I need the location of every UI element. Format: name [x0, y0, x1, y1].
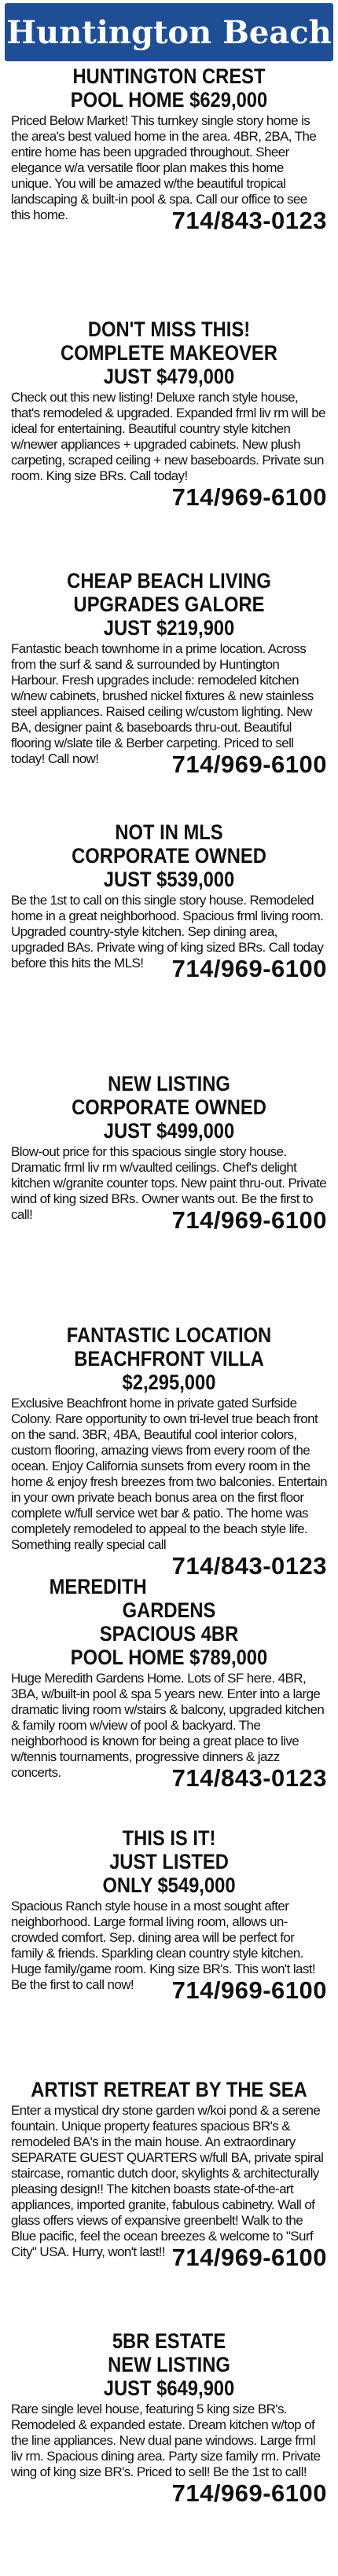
listing-ad [11, 1822, 327, 2073]
listing-description: Enter a mystical dry stone garden w/koi pond & a serene fountain. Unique property features spacious BR's & remodeled BA's in the main house. An extraordinary SEPARATE GUEST QUARTERS w/full BA, private spiral staircase, romantic dutch door, skylights & architecturally pleasing design!! The kitchen boasts state-of-the-art appliances, imported granite, fabulous cabinetry. Wall of glass offers views of expansive greenbelt! Walk to the Blue pacific, feel the ocean breezes & welcome to "Surf City" USA. Hurry, won't last!! [11, 2103, 324, 2259]
listing-ad [11, 2325, 327, 2576]
listing-phone: 714/843-0123 [171, 1764, 327, 1792]
listing-headline: NEW LISTING [108, 2353, 230, 2376]
listing-price: JUST $499,000 [103, 1119, 235, 1143]
listing-description: Blow-out price for this spacious single story house. Dramatic frml liv rm w/vaulted ceilings. Chef's delight kitchen w/granite counter tops. New paint thru-out. Private wind of king sized BRs. Owner wants out. Be the first to call! [11, 1144, 327, 1222]
listing-price: JUST $479,000 [103, 365, 235, 388]
listing-body [11, 390, 327, 511]
listing-headline: HUNTINGTON CREST [72, 64, 266, 88]
listing-body [11, 893, 327, 982]
listing-price: ONLY $549,000 [102, 1873, 236, 1897]
listing-phone: 714/969-6100 [171, 2479, 327, 2507]
listing-body [11, 641, 327, 778]
listing-price: POOL HOME $789,000 [70, 1646, 268, 1669]
listing-description: Check out this new listing! Deluxe ranch style house, that's remodeled & upgraded. Expanded frml liv rm will be ideal for entertaining. Beautiful country style kitchen w/newer appliances + upgraded cabinets. New plush carpeting, scraped ceiling + new baseboards. Private sun room. King size BRs. Call today! [11, 390, 325, 483]
listing-description: Fantastic beach townhome in a prime location. Across from the surf & sand & surrounded by Huntington Harbour. Fresh upgrades include: remodeled kitchen w/new cabinets, brushed nickel fixtures & new stainless steel appliances. Raised ceiling w/custom lighting. New BA, designer paint & baseboards thru-out. Beautiful flooring w/slate tile & Berber carpeting. Priced to sell today! Call now! [11, 641, 314, 766]
listing-headline: CORPORATE OWNED [72, 1095, 266, 1119]
listing-headline: JUST LISTED [109, 1850, 229, 1873]
listing-description: Priced Below Market! This turnkey single story home is the area's best valued home in the area. 4BR, 2BA, The entire home has been upgraded throughout. Sheer elegance w/a versatile floor plan makes this home unique. You will be amazed w/the beautiful tropical landscaping & built-in pool & spa. Call our office to see this home. [11, 113, 317, 222]
listing-headline: CHEAP BEACH LIVING [67, 569, 271, 593]
listing-price: JUST $219,900 [103, 616, 235, 640]
listing-headline: THIS IS IT! [122, 1826, 216, 1850]
listing-ad [11, 61, 327, 313]
listing-phone: 714/969-6100 [171, 955, 327, 982]
listing-body [11, 1144, 327, 1234]
listing-price: $2,295,000 [122, 1371, 216, 1394]
listing-ad [11, 313, 327, 564]
listing-phone: 714/843-0123 [171, 207, 327, 234]
listing-phone: 714/969-6100 [171, 750, 327, 778]
listing-body [11, 2103, 327, 2271]
listing-price: JUST $649,900 [103, 2376, 235, 2400]
listing-description: Spacious Ranch style house in a most sought after neighborhood. Large formal living room, allows un-crowded comfort. Sep. dining area will be perfect for family & friends. Sparkling clean country style kitchen. Huge family/game room. King size BR's. This won't last! Be the first to call now! [11, 1899, 316, 1992]
listing-phone: 714/969-6100 [171, 483, 327, 511]
listing-body [11, 1396, 328, 1580]
listing-description: Rare single level house, featuring 5 king size BR's. Remodeled & expanded estate. Dream kitchen w/top of the line appliances. New dual pane windows. Large frml liv rm. Spacious dining area. Party size family rm. Private wing of king size BR's. Priced to sell! Be the 1st to call! [11, 2402, 321, 2479]
listing-headline: NEW LISTING [108, 1072, 230, 1095]
classified-page [0, 3, 338, 2507]
listing-phone: 714/969-6100 [171, 1206, 327, 1234]
listing-ad [11, 1067, 327, 1319]
listing-ad [11, 564, 327, 816]
listing-ad [11, 2073, 327, 2325]
listing-description: Be the 1st to call on this single story house. Remodeled home in a great neighborhood. Spacious frml living room. Upgraded country-style kitchen. Sep dining area, upgraded BAs. Private wing of king sized BRs. Call today before this hits the MLS! [11, 893, 324, 971]
listing-headline: SPACIOUS 4BR [99, 1622, 239, 1646]
listing-body [11, 1899, 327, 2004]
listing-headline: BEACHFRONT VILLA [74, 1347, 264, 1371]
listing-price: JUST $539,000 [103, 868, 235, 891]
listing-headline: MEREDITH GARDENS [49, 1575, 216, 1622]
listing-headline: ARTIST RETREAT BY THE SEA [31, 2078, 307, 2101]
listing-ad [11, 1319, 328, 1580]
listing-headline: POOL HOME $629,000 [70, 88, 268, 112]
listing-phone: 714/843-0123 [171, 1552, 327, 1580]
listing-headline: NOT IN MLS [115, 820, 223, 844]
listings-column [0, 61, 338, 2576]
page-title: Huntington Beach [6, 13, 332, 51]
listing-headline: DON'T MISS THIS! [87, 317, 251, 341]
listing-headline: COMPLETE MAKEOVER [61, 341, 277, 365]
listing-headline: FANTASTIC LOCATION [66, 1323, 272, 1347]
listing-body [11, 1671, 327, 1792]
listing-body [11, 2402, 327, 2507]
listing-phone: 714/969-6100 [171, 2244, 327, 2271]
page-header [5, 3, 333, 61]
listing-body [11, 113, 327, 234]
listing-description: Huge Meredith Gardens Home. Lots of SF here. 4BR, 3BA, w/built-in pool & spa 5 years new. Enter into a large dramatic living room w/stairs & balcony, upgraded kitchen & family room w/view of pool & backyard. The neighborhood is known for being a great place to live w/tennis tournaments, progressive dinners & jazz concerts. [11, 1671, 325, 1780]
listing-ad [11, 1570, 327, 1822]
listing-headline: UPGRADES GALORE [73, 593, 265, 616]
listing-description: Exclusive Beachfront home in private gated Surfside Colony. Rare opportunity to own tri-level true beach front on the sand. 3BR, 4BA, Beautiful cool interior colors, custom flooring, amazing views from every room of the ocean. Enjoy California sunsets from every room in the home & enjoy fresh breezes from two balconies. Entertain in your own private beach bonus area on the first floor complete w/full service wet bar & patio. The home was completely remodeled to appeal to the beach style life. Something really special call [11, 1396, 328, 1552]
listing-phone: 714/969-6100 [171, 1976, 327, 2004]
listing-headline: CORPORATE OWNED [72, 844, 266, 868]
listing-headline: 5BR ESTATE [112, 2329, 226, 2353]
listing-ad [11, 816, 327, 1067]
